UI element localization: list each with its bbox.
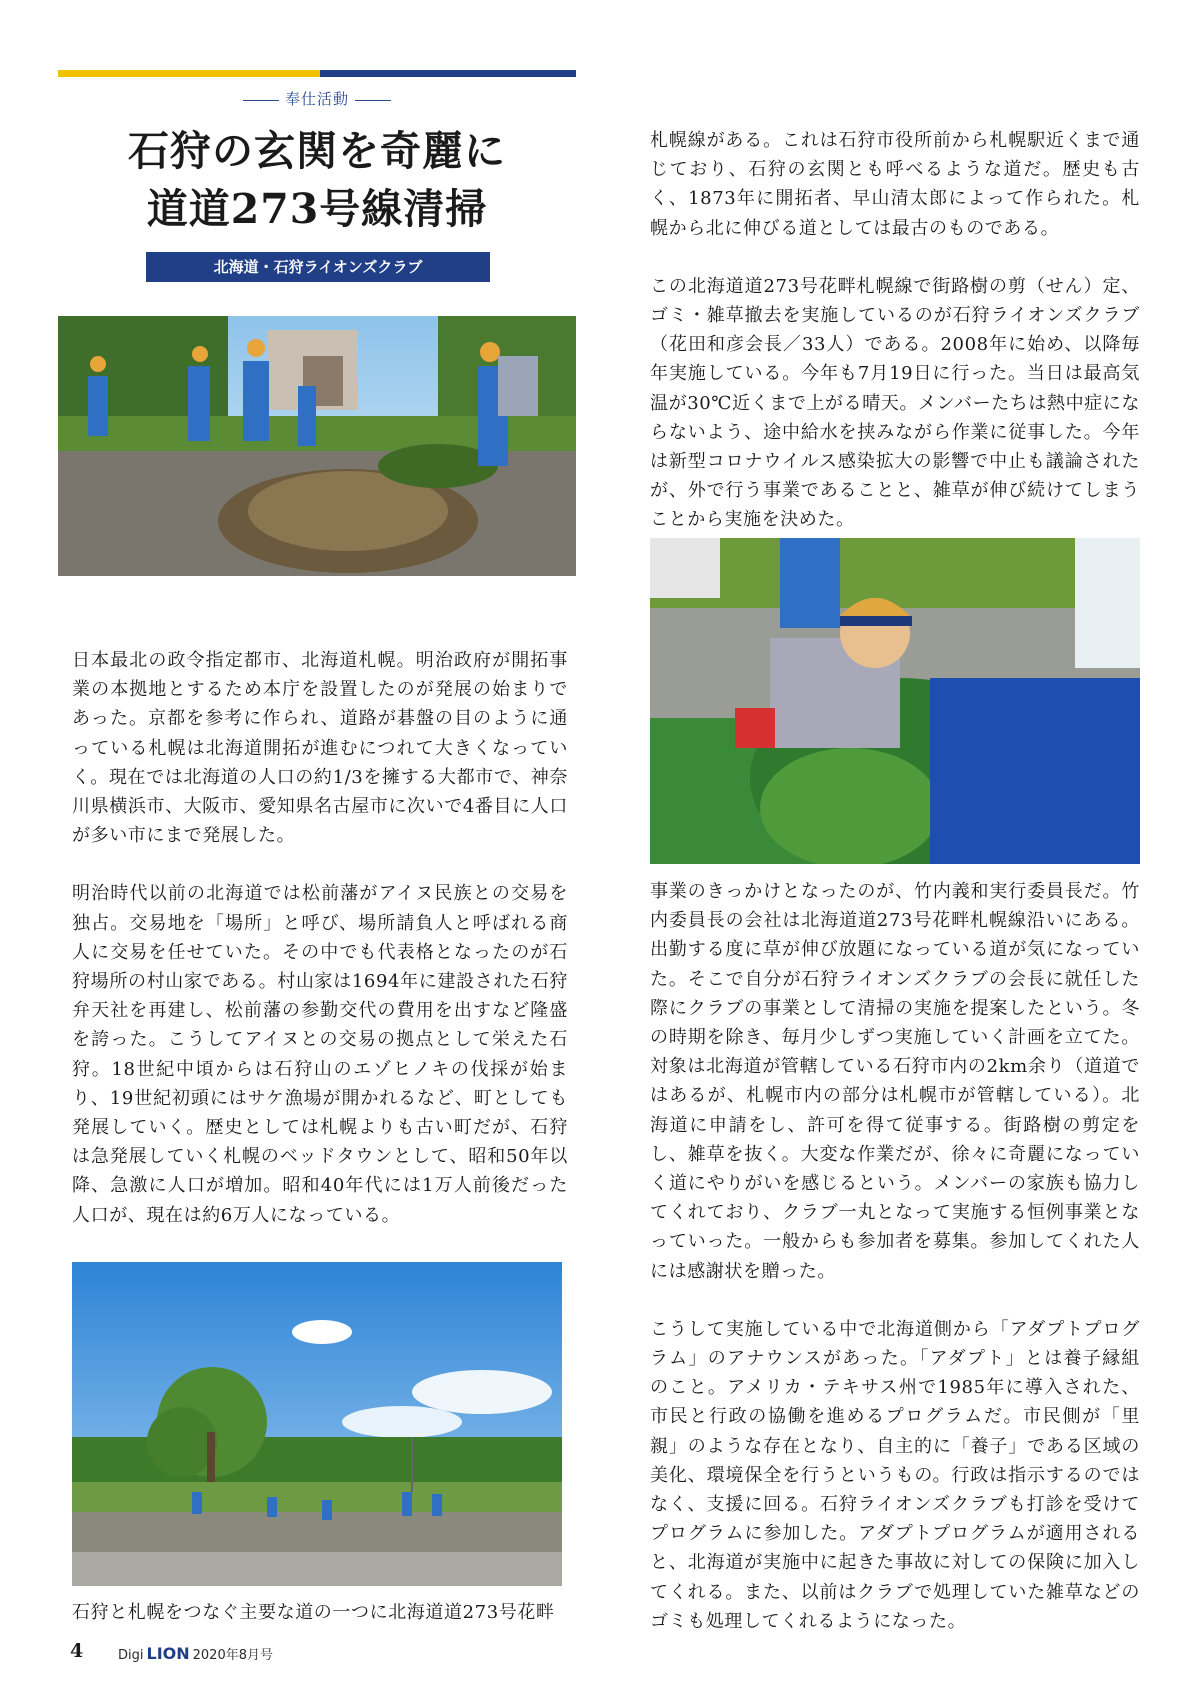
article-right-column-bottom (650, 877, 1140, 1636)
photo-caption: 石狩と札幌をつなぐ主要な道の一つに北海道道273号花畔 (72, 1602, 555, 1623)
magazine-prefix: Digi (118, 1648, 144, 1663)
photo-pruning-shrubs (650, 538, 1140, 864)
magazine-name: LION (146, 1644, 190, 1663)
paragraph-sapporo-history: 日本最北の政令指定都市、北海道札幌。明治政府が開拓事業の本拠地とするため本庁を設置したのが発展の始まりであった。京都を参考に作られ、道路が碁盤の目のように通っている札幌は北海道開拓が進むにつれて大きくなっていく。現在では北海道の人口の約1/3を擁する大都市で、神奈川県横浜市、大阪市、愛知県名古屋市に次いで4番目に人口が多い市にまで発展した。 (72, 650, 568, 847)
section-label: 奉仕活動 (58, 88, 576, 109)
magazine-footer (118, 1644, 273, 1663)
photo-roadside-cleanup (72, 1262, 562, 1586)
page-number: 4 (70, 1640, 84, 1662)
article-title (58, 122, 576, 238)
article-right-column-top (650, 126, 1140, 535)
paragraph-route-history: 札幌線がある。これは石狩市役所前から札幌駅近くまで通じており、石狩の玄関とも呼べるような道だ。歴史も古く、1873年に開拓者、早山清太郎によって作られた。札幌から北に伸びる道としては最古のものである。 (650, 130, 1140, 239)
title-line-2: 道道273号線清掃 (146, 185, 488, 233)
article-left-column (72, 646, 568, 1230)
title-line-1: 石狩の玄関を奇麗に (128, 127, 506, 175)
header-bar-navy (320, 70, 576, 77)
paragraph-club-activity: この北海道道273号花畔札幌線で街路樹の剪（せん）定、ゴミ・雑草撤去を実施しているのが石狩ライオンズクラブ（花田和彦会長／33人）である。2008年に始め、以降毎年実施している。今年も7月19日に行った。当日は最高気温が30℃近くまで上がる晴天。メンバーたちは熱中症にならないよう、途中給水を挟みながら作業に従事した。今年は新型コロナウイルス感染拡大の影響で中止も議論されたが、外で行う事業であることと、雑草が伸び続けてしまうことから実施を決めた。 (650, 275, 1140, 531)
club-name-banner: 北海道・石狩ライオンズクラブ (146, 252, 490, 282)
header-bar-yellow (58, 70, 320, 77)
photo-weed-removal (58, 316, 576, 576)
paragraph-adopt-program: こうして実施している中で北海道側から「アダプトプログラム」のアナウンスがあった。「アダプト」とは養子縁組のこと。アメリカ・テキサス州で1985年に導入された、市民と行政の協働を進めるプログラムだ。市民側が「里親」のような存在となり、自主的に「養子」である区域の美化、環境保全を行うというもの。行政は指示するのではなく、支援に回る。石狩ライオンズクラブも打診を受けてプログラムに参加した。アダプトプログラムが適用されると、北海道が実施中に起きた事故に対しての保険に加入してくれる。また、以前はクラブで処理していた雑草などのゴミも処理してくれるようになった。 (650, 1318, 1140, 1632)
issue-date: 2020年8月号 (192, 1648, 273, 1663)
paragraph-project-origin: 事業のきっかけとなったのが、竹内義和実行委員長だ。竹内委員長の会社は北海道道273号花畔札幌線沿いにある。出勤する度に草が伸び放題になっている道が気になっていた。そこで自分が石狩ライオンズクラブの会長に就任した際にクラブの事業として清掃の実施を提案したという。冬の時期を除き、毎月少しずつ実施していく計画を立てた。対象は北海道が管轄している石狩市内の2km余り（道道ではあるが、札幌市内の部分は札幌市が管轄している）。北海道に申請をし、許可を得て従事する。街路樹の剪定をし、雑草を抜く。大変な作業だが、徐々に奇麗になっていく道にやりがいを感じるという。メンバーの家族も協力してくれており、クラブ一丸となって実施する恒例事業となっていった。一般からも参加者を募集。参加してくれた人には感謝状を贈った。 (650, 881, 1140, 1282)
paragraph-ishikari-history: 明治時代以前の北海道では松前藩がアイヌ民族との交易を独占。交易地を「場所」と呼び、場所請負人と呼ばれる商人に交易を任せていた。その中でも代表格となったのが石狩場所の村山家である。村山家は1694年に建設された石狩弁天社を再建し、松前藩の参勤交代の費用を出すなど隆盛を誇った。こうしてアイヌとの交易の拠点として栄えた石狩。18世紀中頃からは石狩山のエゾヒノキの伐採が始まり、19世紀初頭にはサケ漁場が開かれるなど、町としても発展していく。歴史としては札幌よりも古い町だが、石狩は急発展していく札幌のベッドタウンとして、昭和50年以降、急激に人口が増加。昭和40年代には1万人前後だった人口が、現在は約6万人になっている。 (72, 883, 568, 1226)
